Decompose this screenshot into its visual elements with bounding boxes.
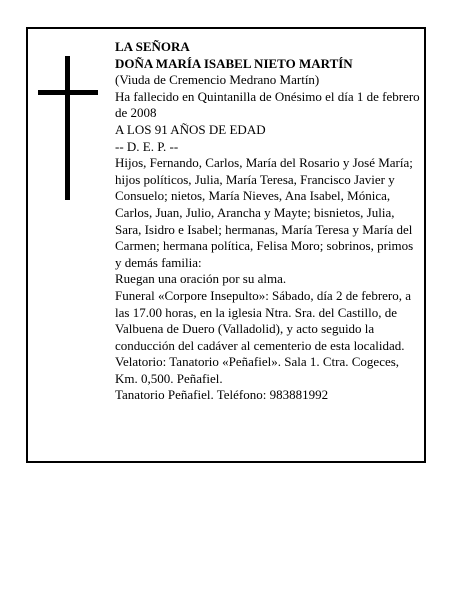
obituary-text-block xyxy=(115,39,421,404)
funeral-details: Funeral «Corpore Insepulto»: Sábado, día 2 de febrero, a las 17.00 horas, en la iglesia Ntra. Sra. del Castillo, de Valbuena de Duero (Valladolid), y acto seguido la conducción del cadáver al cementerio de esta localidad. xyxy=(115,287,412,353)
cross-vertical-bar xyxy=(65,56,70,200)
deceased-title: LA SEÑORA xyxy=(115,39,190,54)
age-line: A LOS 91 AÑOS DE EDAD xyxy=(115,121,266,137)
rip-line: -- D. E. P. -- xyxy=(115,138,179,154)
latin-cross-icon xyxy=(38,56,98,200)
prayer-request: Ruegan una oración por su alma. xyxy=(115,271,287,287)
family-list: Hijos, Fernando, Carlos, María del Rosario y José María; hijos políticos, Julia, María Teresa, Francisco Javier y Consuelo; nietos, María Nieves, Ana Isabel, Mónica, Carlos, Juan, Julio, Arancha y Mayte; bisnietos, Julia, Sara, Isidro e Isabel; hermanas, María Teresa y María del Carmen; hermana política, Felisa Moro; sobrinos, primos y demás familia: xyxy=(115,155,414,270)
death-statement: Ha fallecido en Quintanilla de Onésimo el día 1 de febrero de 2008 xyxy=(115,88,420,121)
funeral-home-contact: Tanatorio Peñafiel. Teléfono: 983881992 xyxy=(115,387,329,403)
cross-horizontal-bar xyxy=(38,90,98,95)
deceased-name: DOÑA MARÍA ISABEL NIETO MARTÍN xyxy=(115,55,353,71)
obituary-notice-frame xyxy=(26,27,426,463)
widow-of-line: (Viuda de Cremencio Medrano Martín) xyxy=(115,72,320,88)
wake-details: Velatorio: Tanatorio «Peñafiel». Sala 1. Ctra. Cogeces, Km. 0,500. Peñafiel. xyxy=(115,354,400,386)
